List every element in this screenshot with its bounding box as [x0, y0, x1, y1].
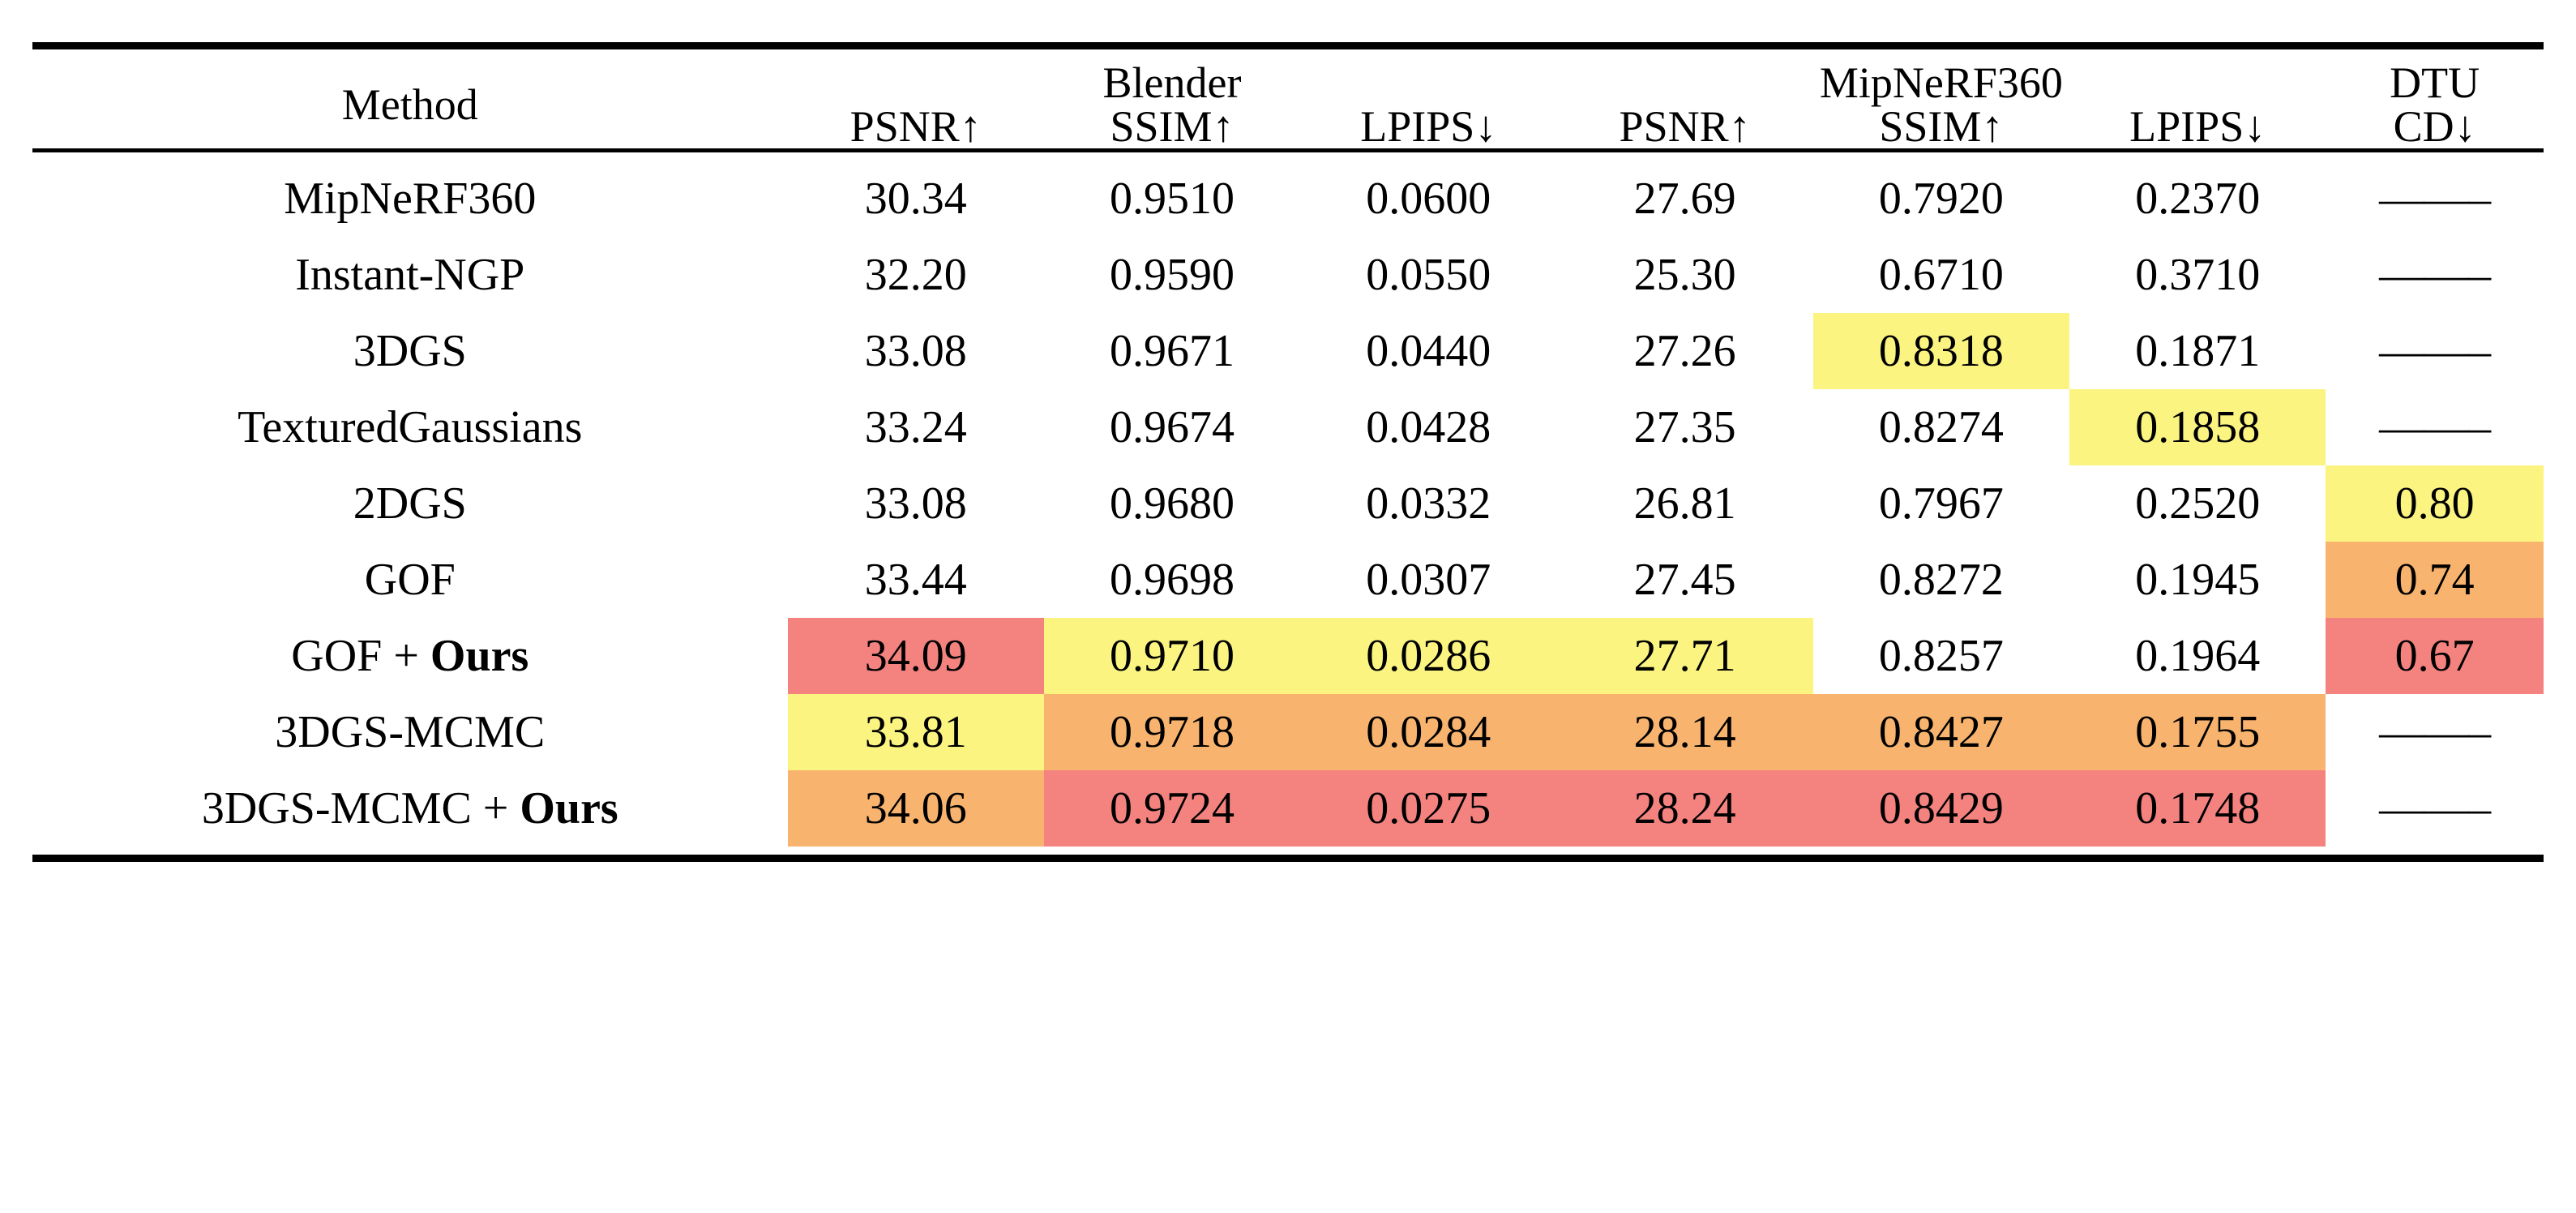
- cell-value: ——–: [2379, 707, 2491, 757]
- spacer: [32, 152, 2544, 161]
- cell-value: 27.45: [1633, 555, 1736, 605]
- cell-value: ——–: [2379, 174, 2491, 224]
- table-row: [32, 770, 2544, 847]
- cell-value: 0.3710: [2135, 250, 2261, 300]
- table-cell: [1300, 770, 1556, 847]
- column-group-header: DTU: [2390, 58, 2480, 107]
- column-header-metric: PSNR↑: [849, 102, 982, 151]
- table-cell: [1300, 465, 1556, 542]
- cell-value: 30.34: [864, 174, 967, 224]
- cell-value-highlighted: 28.24: [1556, 770, 1812, 847]
- table-cell: [1300, 618, 1556, 694]
- table-cell: [1813, 694, 2069, 770]
- table-cell: [1300, 313, 1556, 389]
- column-header-metric: LPIPS↓: [2129, 102, 2266, 151]
- cell-value: 33.08: [864, 326, 967, 376]
- cell-value: 26.81: [1633, 478, 1736, 529]
- table-cell: [1300, 237, 1556, 313]
- row-method-emphasis: Ours: [430, 631, 529, 681]
- column-header-metric: SSIM↑: [1879, 102, 2004, 151]
- cell-value: 0.7967: [1878, 478, 2004, 529]
- table-cell: [788, 313, 1044, 389]
- table-cell: [2326, 618, 2544, 694]
- cell-value-highlighted: 0.67: [2326, 618, 2544, 694]
- table-cell: [1813, 389, 2069, 465]
- cell-value-highlighted: 28.14: [1556, 694, 1812, 770]
- cell-value: 0.0307: [1366, 555, 1491, 605]
- table-row: [32, 161, 2544, 237]
- cell-value: ——–: [2379, 250, 2491, 300]
- row-method-text: TexturedGaussians: [237, 402, 583, 452]
- cell-value: 0.7920: [1878, 174, 2004, 224]
- table-cell: [1813, 465, 2069, 542]
- cell-value-highlighted: 0.1858: [2069, 389, 2326, 465]
- table-cell: [2069, 161, 2326, 237]
- table-cell: [1044, 389, 1300, 465]
- results-table: [32, 42, 2544, 862]
- table-cell: [1813, 542, 2069, 618]
- row-method-text: Instant-NGP: [295, 250, 525, 300]
- cell-value: 0.0550: [1366, 250, 1491, 300]
- table-cell: [1813, 770, 2069, 847]
- row-method-text: GOF: [364, 555, 456, 605]
- cell-value-highlighted: 0.0286: [1300, 618, 1556, 694]
- table-cell: [1300, 694, 1556, 770]
- column-header-method: Method: [341, 80, 478, 129]
- table-cell: [2069, 542, 2326, 618]
- cell-value: 0.1945: [2135, 555, 2261, 605]
- cell-value: 27.69: [1633, 174, 1736, 224]
- cell-value: 33.24: [864, 402, 967, 452]
- table-cell: [1556, 542, 1812, 618]
- column-header-metric: SSIM↑: [1110, 102, 1235, 151]
- table-cell: [1813, 313, 2069, 389]
- cell-value: 0.0440: [1366, 326, 1491, 376]
- column-group-header: MipNeRF360: [1819, 58, 2063, 107]
- table-row: [32, 542, 2544, 618]
- table-cell: [788, 389, 1044, 465]
- cell-value: 32.20: [864, 250, 967, 300]
- table-cell: [1044, 770, 1300, 847]
- cell-value: 0.8257: [1878, 631, 2004, 681]
- table-cell: [1813, 161, 2069, 237]
- table-cell: [1556, 618, 1812, 694]
- cell-value: 0.2520: [2135, 478, 2261, 529]
- cell-value-highlighted: 0.8429: [1813, 770, 2069, 847]
- table-cell: [1556, 237, 1812, 313]
- table-cell: [2069, 770, 2326, 847]
- table-cell: [1044, 618, 1300, 694]
- row-method-label: [32, 161, 788, 237]
- table-cell: [2069, 465, 2326, 542]
- cell-value: 0.9510: [1110, 174, 1235, 224]
- spacer: [32, 847, 2544, 859]
- row-method-label: [32, 237, 788, 313]
- row-method-label: [32, 465, 788, 542]
- table-cell: [2326, 313, 2544, 389]
- cell-value-highlighted: 0.0284: [1300, 694, 1556, 770]
- cell-value-highlighted: 0.9718: [1044, 694, 1300, 770]
- cell-value: 33.08: [864, 478, 967, 529]
- cell-value: 0.2370: [2135, 174, 2261, 224]
- cell-value: 33.44: [864, 555, 967, 605]
- cell-value: ——–: [2379, 402, 2491, 452]
- table-cell: [1813, 618, 2069, 694]
- table-cell: [1556, 694, 1812, 770]
- table-cell: [2326, 237, 2544, 313]
- cell-value: 0.8274: [1878, 402, 2004, 452]
- cell-value-highlighted: 0.9724: [1044, 770, 1300, 847]
- column-header-metric: LPIPS↓: [1360, 102, 1497, 151]
- cell-value-highlighted: 0.74: [2326, 542, 2544, 618]
- cell-value-highlighted: 0.9710: [1044, 618, 1300, 694]
- row-method-label: [32, 313, 788, 389]
- header-group-row: [32, 61, 2544, 105]
- cell-value: 0.0332: [1366, 478, 1491, 529]
- row-method-text: MipNeRF360: [284, 174, 537, 224]
- cell-value: 0.9590: [1110, 250, 1235, 300]
- table-cell: [1044, 161, 1300, 237]
- cell-value: 0.1871: [2135, 326, 2261, 376]
- table-cell: [1556, 770, 1812, 847]
- row-method-label: [32, 694, 788, 770]
- cell-value-highlighted: 34.09: [788, 618, 1044, 694]
- results-table-container: [32, 42, 2544, 862]
- cell-value: 0.9674: [1110, 402, 1235, 452]
- table-row: [32, 389, 2544, 465]
- table-cell: [2069, 313, 2326, 389]
- table-cell: [788, 770, 1044, 847]
- row-method-text: 2DGS: [353, 478, 467, 529]
- row-method-text: 3DGS: [353, 326, 467, 376]
- column-header-metric: PSNR↑: [1619, 102, 1751, 151]
- table-cell: [1556, 465, 1812, 542]
- table-cell: [2326, 542, 2544, 618]
- table-cell: [1044, 313, 1300, 389]
- table-cell: [2326, 694, 2544, 770]
- row-method-label: [32, 542, 788, 618]
- cell-value: 27.26: [1633, 326, 1736, 376]
- table-cell: [1300, 542, 1556, 618]
- table-cell: [1556, 313, 1812, 389]
- table-cell: [1813, 237, 2069, 313]
- table-cell: [1044, 237, 1300, 313]
- table-cell: [1300, 389, 1556, 465]
- cell-value-highlighted: 0.80: [2326, 465, 2544, 542]
- table-cell: [1556, 161, 1812, 237]
- cell-value: ——–: [2379, 783, 2491, 834]
- column-group-header: Blender: [1102, 58, 1242, 107]
- cell-value: 25.30: [1633, 250, 1736, 300]
- cell-value: 0.0428: [1366, 402, 1491, 452]
- table-cell: [1044, 465, 1300, 542]
- cell-value: 0.0600: [1366, 174, 1491, 224]
- table-cell: [2069, 237, 2326, 313]
- cell-value-highlighted: 0.0275: [1300, 770, 1556, 847]
- row-method-emphasis: Ours: [520, 783, 618, 834]
- table-row: [32, 313, 2544, 389]
- row-method-text: 3DGS-MCMC +: [201, 783, 520, 834]
- table-row: [32, 618, 2544, 694]
- row-method-text: 3DGS-MCMC: [275, 707, 546, 757]
- cell-value-highlighted: 0.1748: [2069, 770, 2326, 847]
- table-cell: [1556, 389, 1812, 465]
- cell-value: 0.1964: [2135, 631, 2261, 681]
- table-cell: [1044, 694, 1300, 770]
- column-header-metric: CD↓: [2393, 102, 2476, 151]
- cell-value: 0.8272: [1878, 555, 2004, 605]
- table-cell: [2326, 770, 2544, 847]
- cell-value: 27.35: [1633, 402, 1736, 452]
- table-cell: [2326, 389, 2544, 465]
- cell-value-highlighted: 0.8318: [1813, 313, 2069, 389]
- table-cell: [2326, 465, 2544, 542]
- table-cell: [2069, 694, 2326, 770]
- cell-value-highlighted: 33.81: [788, 694, 1044, 770]
- cell-value: ——–: [2379, 326, 2491, 376]
- table-cell: [788, 237, 1044, 313]
- table-row: [32, 694, 2544, 770]
- table-row: [32, 465, 2544, 542]
- row-method-label: [32, 618, 788, 694]
- table-cell: [1300, 161, 1556, 237]
- table-cell: [788, 618, 1044, 694]
- row-method-text: GOF +: [291, 631, 430, 681]
- table-cell: [788, 465, 1044, 542]
- cell-value-highlighted: 27.71: [1556, 618, 1812, 694]
- table-cell: [788, 542, 1044, 618]
- cell-value: 0.9698: [1110, 555, 1235, 605]
- cell-value: 0.9680: [1110, 478, 1235, 529]
- table-bottom-rule: [32, 859, 2544, 863]
- cell-value: 0.9671: [1110, 326, 1235, 376]
- cell-value-highlighted: 0.1755: [2069, 694, 2326, 770]
- cell-value-highlighted: 0.8427: [1813, 694, 2069, 770]
- table-cell: [2069, 618, 2326, 694]
- table-cell: [2069, 389, 2326, 465]
- cell-value: 0.6710: [1878, 250, 2004, 300]
- row-method-label: [32, 389, 788, 465]
- cell-value-highlighted: 34.06: [788, 770, 1044, 847]
- table-cell: [788, 694, 1044, 770]
- row-method-label: [32, 770, 788, 847]
- table-cell: [788, 161, 1044, 237]
- table-cell: [1044, 542, 1300, 618]
- table-cell: [2326, 161, 2544, 237]
- table-row: [32, 237, 2544, 313]
- spacer: [32, 49, 2544, 61]
